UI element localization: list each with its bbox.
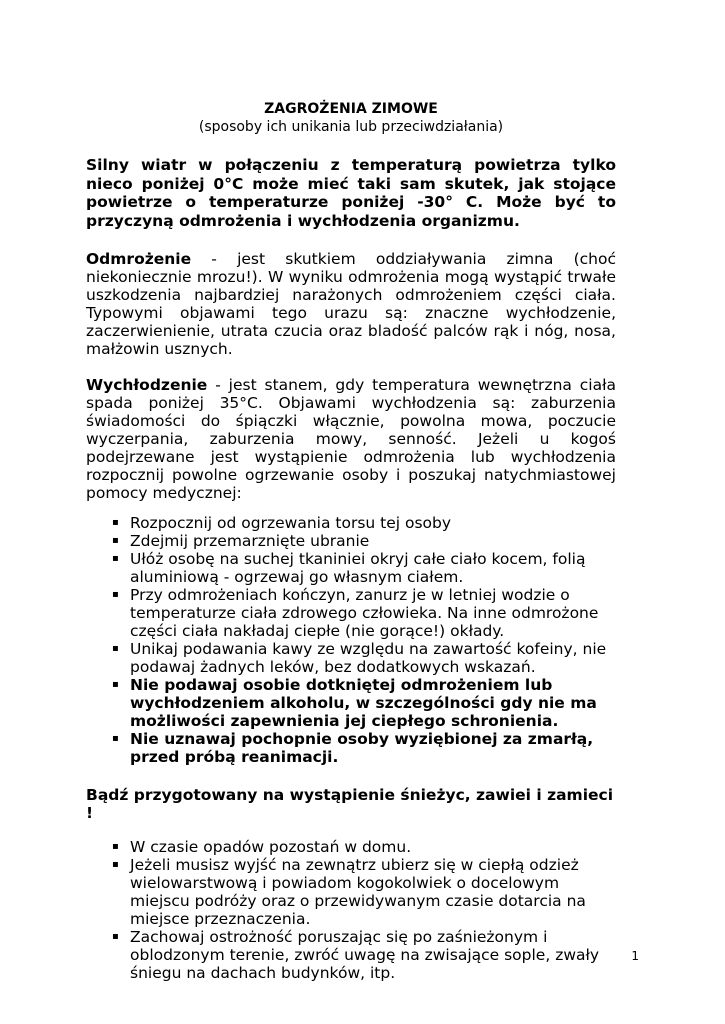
intro-paragraph: Silny wiatr w połączeniu z temperaturą powietrza tylko nieco poniżej 0°C może mieć taki sam skutek, jak stojące powietrze o temperaturze poniżej -30° C. Może być to przyczyną odmrożenia i wychłodzenia organizmu. (86, 156, 616, 230)
hypothermia-text: - jest stanem, gdy temperatura wewnętrzna ciała spada poniżej 35°C. Objawami wychłodzenia są: zaburzenia świadomości do śpiączki włącznie, powolna mowa, poczucie wyczerpania, zaburzenia mowy, senność. Jeżeli u kogoś podejrzewane jest wystąpienie odmrożenia lub wychłodzenia rozpocznij powolne ogrzewanie osoby i poszukaj natychmiastowej pomocy medycznej: (86, 376, 616, 502)
list-item: ▪ Jeżeli musisz wyjść na zewnątrz ubierz się w ciepłą odzież wielowarstwową i powiadom kogokolwiek o docelowym miejscu podróży oraz o przewidywanym czasie dotarcia na miejsce przeznaczenia. (112, 856, 586, 928)
document-title: ZAGROŻENIA ZIMOWE (264, 101, 438, 117)
hypothermia-paragraph (86, 376, 616, 502)
bullet-icon: ▪ (112, 643, 119, 654)
frostbite-term: Odmrożenie (86, 250, 192, 268)
bullet-icon: ▪ (112, 841, 119, 852)
storm-tips-list (86, 838, 616, 982)
bullet-icon: ▪ (112, 517, 119, 528)
list-item: ▪ Zdejmij przemarznięte ubranie (112, 532, 370, 550)
list-item: ▪ Ułóż osobę na suchej tkaniniei okryj całe ciało kocem, folią aluminiową - ogrzewaj go własnym ciałem. (112, 550, 586, 586)
list-item: ▪ W czasie opadów pozostań w domu. (112, 838, 412, 856)
bullet-icon: ▪ (112, 931, 119, 942)
hypothermia-term: Wychłodzenie (86, 376, 208, 394)
page-number: 1 (631, 949, 639, 963)
storm-heading: Bądź przygotowany na wystąpienie śnieżyc, zawiei i zamieci ! (86, 786, 614, 822)
list-item: ▪ Rozpocznij od ogrzewania torsu tej osoby (112, 514, 452, 532)
list-item: ▪ Unikaj podawania kawy ze względu na zawartość kofeiny, nie podawaj żadnych leków, bez dodatkowych wskazań. (112, 640, 607, 676)
bullet-icon: ▪ (112, 679, 119, 690)
bullet-icon: ▪ (112, 589, 119, 600)
document-subtitle: (sposoby ich unikania lub przeciwdziałania) (198, 119, 504, 135)
frostbite-text: - jest skutkiem oddziaływania zimna (choć niekoniecznie mrozu!). W wyniku odmrożenia mogą wystąpić trwałe uszkodzenia najbardziej narażonych odmrożeniem części ciała. Typowymi objawami tego urazu są: znaczne wychłodzenie, zaczerwienienie, utrata czucia oraz bladość palców rąk i nóg, nosa, małżowin usznych. (86, 250, 616, 358)
list-item: ▪ Nie podawaj osobie dotkniętej odmrożeniem lub wychłodzeniem alkoholu, w szczególności gdy nie ma możliwości zapewnienia jej ciepłego schronienia. (112, 676, 597, 730)
document-page (86, 100, 616, 1002)
frostbite-paragraph (86, 250, 616, 358)
list-item: ▪ Nie uznawaj pochopnie osoby wyziębionej za zmarłą, przed próbą reanimacji. (112, 730, 594, 766)
bullet-icon: ▪ (112, 859, 119, 870)
bullet-icon: ▪ (112, 733, 119, 744)
list-item: ▪ Przy odmrożeniach kończyn, zanurz je w letniej wodzie o temperaturze ciała zdrowego człowieka. Na inne odmrożone części ciała nakładaj ciepłe (nie gorące!) okłady. (112, 586, 599, 640)
bullet-icon: ▪ (112, 535, 119, 546)
bullet-icon: ▪ (112, 553, 119, 564)
list-item: ▪ Zachowaj ostrożność poruszając się po zaśnieżonym i oblodzonym terenie, zwróć uwagę na zwisające sople, zwały śniegu na dachach budynków, itp. (112, 928, 600, 982)
first-aid-list (86, 514, 616, 766)
